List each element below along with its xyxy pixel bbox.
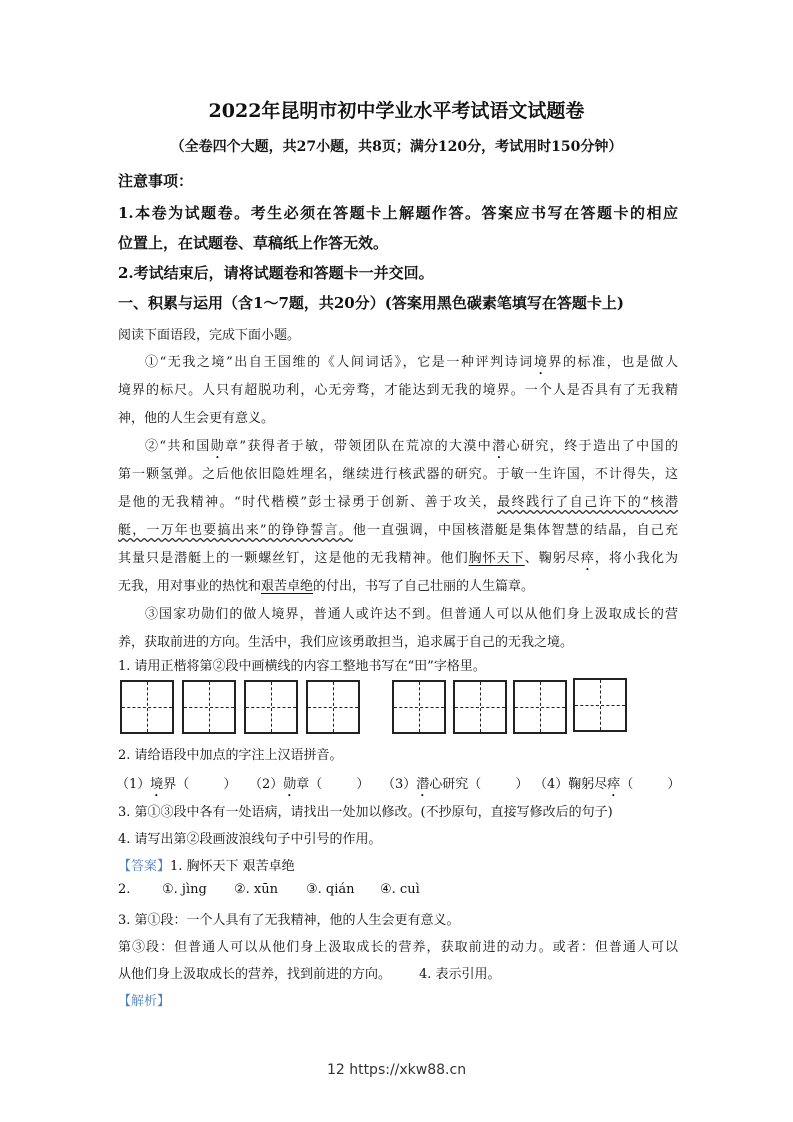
tian-box[interactable] [120, 680, 174, 734]
passage-line [118, 575, 678, 594]
tian-box[interactable] [306, 680, 360, 734]
text: 章（ [296, 777, 323, 792]
answer-3: 3. 第①段：一个人具有了无我精神，他的人生会更有意义。 [118, 913, 460, 928]
pinyin: ③. qián [306, 882, 355, 897]
answer-3-cont [118, 963, 501, 982]
dotted-char: 潜 [492, 439, 507, 454]
text: ，将小我化为 [594, 551, 678, 566]
text: 章”获得者于敏，带领团队在荒凉的大漠中 [225, 439, 493, 454]
text: 是他的无我精神。“时代楷模”彭士禄勇于创新、善于攻关， [118, 495, 498, 510]
option [116, 773, 236, 800]
note-1: 1.本卷为试题卷。考生必须在答题卡上解题作答。答案应书写在答题卡的相应 [118, 204, 678, 222]
analysis-label: 【解析】 [118, 994, 171, 1009]
dotted-char: 瘁 [580, 551, 595, 566]
text: ） [667, 777, 681, 792]
option [382, 773, 528, 800]
text: ②“共和国 [145, 439, 211, 454]
wavy-underlined-text: 最终践行了自己许下的“核潜 [497, 495, 678, 510]
instruction: 阅读下面语段，完成下面小题。 [118, 328, 301, 343]
underlined-text: 艰苦卓绝 [261, 579, 314, 594]
tian-box[interactable] [244, 680, 298, 734]
text: ①“无我之境”出自王国维的《人间词话》，它是一种评判诗词 [145, 355, 534, 370]
tian-grid [120, 680, 690, 736]
passage-line [145, 435, 678, 462]
text: 他一直强调，中国核潜艇是集体智慧的结晶，自己充 [352, 523, 678, 538]
page-footer: 12 https://xkw88.cn [326, 1062, 467, 1078]
exam-info: （全卷四个大题，共27小题，共8页；满分120分，考试用时150分钟） [170, 139, 623, 155]
text: ） [223, 777, 237, 792]
text: 心研究（ [429, 777, 482, 792]
question-1: 1. 请用正楷将第②段中画横线的内容工整地书写在“田”字格里。 [118, 659, 486, 674]
text: 其量只是潜艇上的一颗螺丝钉，这是他的无我精神。他们 [118, 551, 469, 566]
passage-line [118, 491, 678, 510]
text: 界（ [163, 777, 190, 792]
notes-heading: 注意事项： [118, 172, 194, 190]
text: 无我，用对事业的热忱和 [118, 579, 262, 594]
passage-line: 养，获取前进的方向。生活中，我们应该勇敢担当，追求属于自己的无我之境。 [118, 635, 574, 650]
dotted-char: 勋 [283, 777, 297, 792]
tian-box[interactable] [392, 680, 446, 734]
text: ） [356, 777, 370, 792]
tian-box[interactable] [453, 680, 507, 734]
question-4: 4. 请写出第②段画波浪线句子中引号的作用。 [118, 832, 382, 847]
option [534, 773, 680, 800]
answer-4: 4. 表示引用。 [419, 967, 501, 982]
text: 界的标准，也是做人 [548, 355, 678, 370]
passage-line [145, 351, 678, 378]
pinyin: ①. jìng [162, 882, 207, 897]
text: 2. [118, 882, 131, 897]
tian-box[interactable] [182, 680, 236, 734]
passage-line [118, 547, 678, 574]
text: 鞠躬尽 [568, 777, 608, 792]
text: （1） [116, 777, 151, 792]
answer-3-cont: 第③段：但普通人可以从他们身上汲取成长的营养，获取前进的动力。或者：但普通人可以 [118, 940, 678, 955]
text: （3） [382, 777, 417, 792]
dotted-char: 瘁 [607, 777, 621, 792]
dotted-char: 境 [150, 777, 164, 792]
note-1-cont: 位置上，在试题卷、草稿纸上作答无效。 [118, 234, 389, 252]
question-2: 2. 请给语段中加点的字注上汉语拼音。 [118, 748, 343, 763]
passage-line [118, 519, 678, 538]
text: 心研究，终于造出了中国的 [506, 439, 678, 454]
pinyin: ④. cuì [380, 882, 420, 897]
text: 从他们身上汲取成长的营养，找到前进的方向。 [118, 967, 392, 982]
question-3: 3. 第①③段中各有一处语病，请找出一处加以修改。(不抄原句，直接写修改后的句子) [118, 805, 613, 820]
pinyin: ②. xūn [234, 882, 278, 897]
text: （2） [249, 777, 284, 792]
underlined-text: 胸怀天下 [468, 551, 525, 566]
passage-line: 神，他的人生会更有意义。 [118, 411, 275, 426]
text: 1. 胸怀天下 艰苦卓绝 [170, 859, 295, 874]
answer-label: 【答案】 [118, 859, 171, 874]
text: （4） [534, 777, 569, 792]
note-2: 2.考试结束后，请将试题卷和答题卡一并交回。 [118, 264, 434, 282]
dotted-char: 境 [533, 355, 549, 370]
tian-box[interactable] [573, 678, 627, 732]
page-title: 2022年昆明市初中学业水平考试语文试题卷 [208, 100, 585, 122]
tian-box[interactable] [513, 680, 567, 734]
text: 、鞠躬尽 [524, 551, 581, 566]
option [249, 773, 369, 800]
dotted-char: 勋 [210, 439, 226, 454]
text: 的付出，书写了自己壮丽的人生篇章。 [313, 579, 535, 594]
dotted-char: 潜 [416, 777, 430, 792]
passage-line: 境界的标尺。人只有超脱功利，心无旁骛，才能达到无我的境界。一个人是否具有了无我精 [118, 383, 678, 398]
text: （ [620, 777, 634, 792]
answer-1 [118, 855, 295, 874]
passage-line: 第一颗氢弹。之后他依旧隐姓埋名，继续进行核武器的研究。于敏一生许国，不计得失，这 [118, 467, 678, 482]
passage-line: ③国家功勋们的做人境界，普通人或许达不到。但普通人可以从他们身上汲取成长的营 [145, 607, 678, 622]
text: ） [515, 777, 529, 792]
section-heading: 一、积累与运用（含1～7题，共20分）(答案用黑色碳素笔填写在答题卡上) [118, 294, 624, 312]
wavy-underlined-text: 艇，一万年也要搞出来”的铮铮誓言。 [118, 523, 353, 538]
